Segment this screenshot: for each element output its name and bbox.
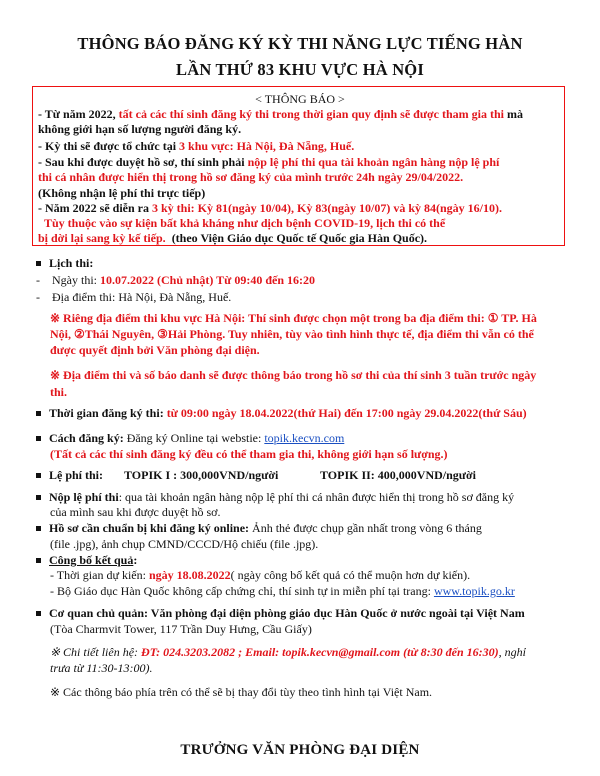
footer-note: ※ Các thông báo phía trên có thể sẽ bị thay đổi tùy theo tình hình tại Việt Nam. xyxy=(50,685,433,699)
page-title: THÔNG BÁO ĐĂNG KÝ KỲ THI NĂNG LỰC TIẾNG HÀN xyxy=(77,34,523,53)
notice-line: thi cá nhân được hiển thị trong hồ sơ đăng ký của mình trước 24h ngày 29/04/2022. xyxy=(38,170,464,184)
hanoi-note: Nội, ②Thái Nguyên, ③Hải Phòng. Tuy nhiên, tùy vào tình hình thực tế, địa điểm thi vẫn có thể xyxy=(50,327,534,341)
bullet-icon xyxy=(36,558,41,563)
contact-info: ※ Chi tiết liên hệ: ĐT: 024.3203.2082 ; Email: topik.kecvn@gmail.com (từ 8:30 đến 16:30), nghỉ xyxy=(50,645,526,659)
hanoi-note: được quyết định bởi Văn phòng đại diện. xyxy=(50,343,260,357)
notice-line: - Sau khi được duyệt hồ sơ, thí sinh phải nộp lệ phí thi qua tài khoản ngân hàng nộp lệ phí xyxy=(38,155,500,169)
contact-info-2: trưa từ 11:30-13:00). xyxy=(50,661,153,675)
results-date: - Thời gian dự kiến: ngày 18.08.2022( ngày công bố kết quả có thể muộn hơn dự kiến). xyxy=(50,568,471,582)
schedule-place: - Địa điểm thi: Hà Nội, Đà Nẵng, Huế. xyxy=(36,290,232,304)
notice-line: bị dời lại sang kỳ kế tiếp. (theo Viện Giáo dục Quốc tế Quốc gia Hàn Quốc). xyxy=(38,231,428,245)
bullet-icon xyxy=(36,261,41,266)
documents-info: Hồ sơ cần chuẩn bị khi đăng ký online: Ảnh thẻ được chụp gần nhất trong vòng 6 tháng xyxy=(36,521,482,536)
seat-note: thi. xyxy=(50,385,68,399)
hanoi-note: ※ Riêng địa điểm thi khu vực Hà Nội: Thí sinh được chọn một trong ba địa điểm thi: ① TP. Hà xyxy=(50,311,537,325)
topik-go-kr-link[interactable]: www.topik.go.kr xyxy=(433,584,515,598)
signature-title: TRƯỞNG VĂN PHÒNG ĐẠI DIỆN xyxy=(180,742,420,758)
results-certificate: - Bộ Giáo dục Hàn Quốc không cấp chứng chỉ, thí sinh tự in miễn phí tại trang: www.topik.go.kr xyxy=(50,584,515,598)
notice-line: (Không nhận lệ phí thi trực tiếp) xyxy=(38,186,206,200)
exam-fee-topik2: TOPIK II: 400,000VND/người xyxy=(320,468,476,482)
bullet-icon xyxy=(36,495,41,500)
bullet-icon xyxy=(36,611,41,616)
bullet-icon xyxy=(36,436,41,441)
registration-period: Thời gian đăng ký thi: từ 09:00 ngày 18.04.2022(thứ Hai) đến 17:00 ngày 29.04.2022(thứ Sáu) xyxy=(36,406,527,421)
notice-line: Tùy thuộc vào sự kiện bất khả kháng như dịch bệnh COVID-19, lịch thi có thể xyxy=(44,216,446,230)
method-note: (Tất cả các thí sinh đăng ký đều có thể tham gia thi, không giới hạn số lượng.) xyxy=(50,447,448,461)
bullet-icon xyxy=(36,473,41,478)
exam-fee: Lệ phí thi: TOPIK I : 300,000VND/người xyxy=(36,468,278,483)
notice-line: - Năm 2022 sẽ diễn ra 3 kỳ thi: Kỳ 81(ngày 10/04), Kỳ 83(ngày 10/07) và kỳ 84(ngày 16/10). xyxy=(38,201,503,215)
results-heading: Công bố kết quả: xyxy=(36,553,137,568)
agency-heading: Cơ quan chủ quản: Văn phòng đại diện phòng giáo dục Hàn Quốc ở nước ngoài tại Việt Nam xyxy=(36,606,525,621)
agency-address: (Tòa Charmvit Tower, 117 Trần Duy Hưng, Cầu Giấy) xyxy=(50,622,312,636)
payment-info: Nộp lệ phí thi: qua tài khoản ngân hàng nộp lệ phí thi cá nhân được hiển thị trong hồ sơ đăng ký xyxy=(36,490,514,505)
schedule-heading: Lịch thi: xyxy=(36,256,93,271)
notice-line: - Từ năm 2022, tất cả các thí sinh đăng ký thi trong thời gian quy định sẽ được tham gia thi mà xyxy=(38,107,523,121)
registration-method: Cách đăng ký: Đăng ký Online tại webstie: topik.kecvn.com xyxy=(36,431,344,446)
page-subtitle: LẦN THỨ 83 KHU VỰC HÀ NỘI xyxy=(176,60,424,79)
notice-heading: < THÔNG BÁO > xyxy=(255,92,345,106)
payment-info-2: của mình sau khi được duyệt hồ sơ. xyxy=(50,505,221,519)
seat-note: ※ Địa điểm thi và số báo danh sẽ được thông báo trong hồ sơ thi của thí sinh 3 tuần trước ngày xyxy=(50,368,537,382)
bullet-icon xyxy=(36,411,41,416)
topik-registration-link[interactable]: topik.kecvn.com xyxy=(264,431,345,445)
schedule-date: - Ngày thi: 10.07.2022 (Chủ nhật) Từ 09:40 đến 16:20 xyxy=(36,273,316,287)
bullet-icon xyxy=(36,526,41,531)
documents-info-2: (file .jpg), ảnh chụp CMND/CCCD/Hộ chiếu (file .jpg). xyxy=(50,537,319,551)
notice-line: không giới hạn số lượng người đăng ký. xyxy=(38,122,242,136)
notice-line: - Kỳ thi sẽ được tổ chức tại 3 khu vực: Hà Nội, Đà Nẵng, Huế. xyxy=(38,139,355,153)
